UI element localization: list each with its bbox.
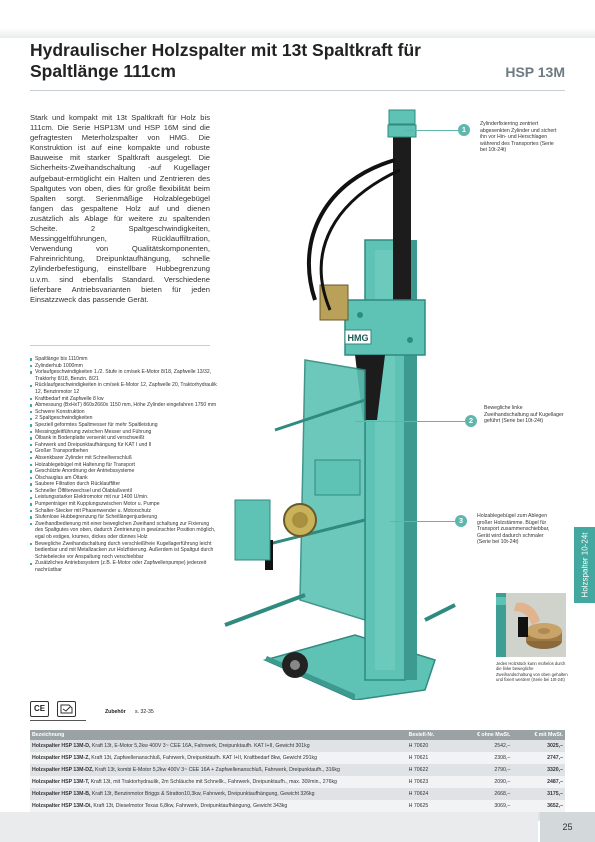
feature-item: 2 Spaltgeschwindigkeiten <box>30 415 218 422</box>
price-net-cell: 2668,– <box>460 788 513 800</box>
title-line-1: Hydraulischer Holzspalter mit 13t Spaltkraft für <box>30 40 421 60</box>
feature-item: Abmessung (BxHxT) 860x2660x 1150 mm, Höhe Zylinder eingefahren 1750 mm <box>30 402 218 409</box>
feature-item: Schwere Konstruktion <box>30 409 218 416</box>
product-name: Holzspalter HSP 13M-T, <box>32 778 90 785</box>
top-bar <box>0 0 595 38</box>
header-divider <box>30 90 565 91</box>
feature-item: Ölbank in Bodenplatte versenkt und verschweißt <box>30 435 218 442</box>
order-number-cell: H 70624 <box>407 788 460 800</box>
price-gross-cell: 3320,– <box>512 764 565 776</box>
photo-caption: Jedes Holzstück kann mühelos durch die linke bewegliche Zweihandschaltung von oben gehalten und fixiert werden! (Serie bei 10t-24t) <box>496 661 568 683</box>
model-code: HSP 13M <box>505 64 565 80</box>
order-number-cell: H 70622 <box>407 764 460 776</box>
feature-item: Stufenlose Hubbegrenzung für Scheitlängenjustierung <box>30 514 218 521</box>
product-cell <box>30 740 407 752</box>
price-net-cell: 2790,– <box>460 764 513 776</box>
feature-item: Absenkbarer Zylinder mit Schnellverschluß <box>30 455 218 462</box>
feature-item: Spaltlänge bis 1110mm <box>30 356 218 363</box>
feature-item: Messinggleitführung zwischen Messer und Führung <box>30 429 218 436</box>
price-table <box>30 730 565 821</box>
feature-item: Schneller Ölfilterwechsel und Ölablaßventil <box>30 488 218 495</box>
order-number-cell: H 70621 <box>407 752 460 764</box>
accessories-label: Zubehör <box>105 709 126 715</box>
price-gross-cell: 3175,– <box>512 788 565 800</box>
category-tab-label: Holzspalter 10-24t <box>580 532 589 598</box>
feature-item: Zweihandbedienung mit einer beweglichen Zweihand schaltung zur Fixierung des Spaltgutes von oben, dadurch Zentrierung in gewünschter Position möglich, egal ob estiges, krumes, dickes oder dünnes Holz <box>30 521 218 541</box>
feature-item: Speziell geformtes Spaltmesser für mehr Spaltleistung <box>30 422 218 429</box>
feature-item: Saubere Filtration durch Rücklauffilter <box>30 481 218 488</box>
product-desc: Kraft 13t, kombi E-Motor 5,2kw 400V 3~ CEE 16A + Zapfwellenanschluß, Fahrwerk, Dreipunktaufh., 316kg <box>93 766 340 773</box>
product-name: Holzspalter HSP 13M-D, <box>32 742 91 749</box>
product-desc: Kraft 13t, Zapfwellenanschluß, Fahrwerk, Dreipunktaufh. KAT I+II, Kraftbedarf 8kw, Gewicht 291kg <box>89 754 318 761</box>
callout-3-line <box>390 521 455 522</box>
feature-list <box>30 356 218 574</box>
price-net-cell: 2542,– <box>460 740 513 752</box>
order-number-cell: H 70620 <box>407 740 460 752</box>
table-row <box>30 764 565 776</box>
product-cell <box>30 776 407 788</box>
price-net-cell: 2090,– <box>460 776 513 788</box>
callout-1-text: Zylinderfixierring zentriert abgesenkten Zylinder und sichert ihn vor Hin- und Herschlagen während des Transportes (Serie bei 10t-24t) <box>480 121 557 154</box>
col-header-price-net: € ohne MwSt. <box>460 730 513 740</box>
callout-2-text: Bewegliche linke Zweihandschaltung auf Kugellager geführt (Serie bei 10t-24t) <box>484 405 564 425</box>
product-cell <box>30 800 407 812</box>
accessories-pages: s. 32-35 <box>135 709 154 715</box>
col-header-order-number: Bestell-Nr. <box>407 730 460 740</box>
feature-item: Rücklaufgeschwindigkeiten in cm/sek E-Motor 12, Zapfwelle 20, Traktorhydraulik 12, Benzinmotor 12 <box>30 382 218 395</box>
callout-3-number: 3 <box>455 515 467 527</box>
icon-underline <box>30 720 86 721</box>
col-header-price-gross: € mit MwSt. <box>512 730 565 740</box>
feature-item: Geschützte Anordnung der Antriebssysteme <box>30 468 218 475</box>
table-row <box>30 788 565 800</box>
order-number-cell: H 70625 <box>407 800 460 812</box>
callout-1-line <box>405 130 458 131</box>
callout-3-text: Holzablegebügel zum Ablegen großer Holzstämme. Bügel für Transport zusammenschiebbar, Gerät wird dadurch schmaler (Serie bei 10t-24t) <box>477 513 550 546</box>
feature-item: Vorlaufgeschwindigkeiten 1./2. Stufe in cm/sek E-Motor 8/18, Zapfwelle 13/32, Traktorhy 8/18, Benzin. 8/21 <box>30 369 218 382</box>
product-cell <box>30 788 407 800</box>
col-header-description: Bezeichnung <box>30 730 407 740</box>
price-gross-cell: 2747,– <box>512 752 565 764</box>
page-title <box>30 40 470 82</box>
feature-item: Pumpenträger mit Kupplungszwischen Motor u. Pumpe <box>30 501 218 508</box>
product-cell <box>30 764 407 776</box>
feature-item: Zusätzliches Antriebssystem (z.B. E-Motor oder Zapfwellenpumpe) jederzeit nachrüstbar <box>30 560 218 573</box>
feature-item: Leistungsstarker Elektromotor mit nur 1400 U/min. <box>30 494 218 501</box>
feature-item: Kraftbedarf mit Zapfwelle 8 kw <box>30 396 218 403</box>
table-header-row <box>30 730 565 740</box>
ce-mark-icon: CE <box>30 701 49 717</box>
price-gross-cell: 3652,– <box>512 800 565 812</box>
product-desc: Kraft 13t, Benzinmotor Briggs & Stratton10,3kw, Fahrwerk, Dreipunktaufhängung, Gewicht 326kg <box>90 790 315 797</box>
table-row <box>30 800 565 812</box>
product-name: Holzspalter HSP 13M-DZ, <box>32 766 94 773</box>
machine-logo: HMG <box>347 333 369 343</box>
product-name: Holzspalter HSP 13M-Z, <box>32 754 90 761</box>
callout-2-number: 2 <box>465 415 477 427</box>
page-number: 25 <box>540 812 595 842</box>
price-net-cell: 3069,– <box>460 800 513 812</box>
footer-bar <box>0 812 538 842</box>
price-net-cell: 2308,– <box>460 752 513 764</box>
price-gross-cell: 3025,– <box>512 740 565 752</box>
product-cell <box>30 752 407 764</box>
intro-text: Stark und kompakt mit 13t Spaltkraft für Holz bis 111cm. Die Serie HSP13M und HSP 16M sind die gefragtesten Meterholzspalter von HMG. Die Konstruktion ist auf eine kompakte und robuste Bauweise mit starker Spaltkraft ausgelegt. Die Sicherheits-Zweihandschaltung -auf Kugellager aufgebaut-ermöglicht ein Halten und Zentrieren des Spaltgutes von oben, dies für große flexibilität beim Spalten sorgt. Serienmäßige Holzablegebügel fangen das gespaltene Holz auf und dienen zusätzlich als Ablage für weitere zu spaltenden Scheite. 2 Spaltgeschwindigkeiten, Messinggeltführungen, Rücklauffiltration, Verwendung von Qualitätskomponenten, Fahreinrichtung, Dreipunktaufhängung, schnelle Zylinderbefestigung, einstellbare Hubbegrenzung u.v.m. sind ebenfalls Standard. Verschiedene lieferbare Antriebsvarianten bieten für jeden Einsatzzweck das passende Gerät. <box>30 113 210 304</box>
table-row <box>30 776 565 788</box>
product-desc: Kraft 13t, mit Traktorhydraulik, 2m Schläuche mit Schnellk., Fahrwerk, Dreipunktaufh., max. 30l/min., 276kg <box>89 778 337 785</box>
log-splitter-illustration <box>205 100 465 700</box>
feature-item: Ölschauglas am Öltank <box>30 475 218 482</box>
feature-item: Zylinderhub 1000mm <box>30 363 218 370</box>
title-line-2: Spaltlänge 111cm <box>30 61 176 81</box>
detail-photo <box>496 593 566 657</box>
order-number-cell: H 70623 <box>407 776 460 788</box>
product-desc: Kraft 13t, E-Motor 5,2kw 400V 3~ CEE 16A, Fahrwerk, Dreipunktaufh. KAT I+II, Gewicht 301kg <box>90 742 310 749</box>
table-row <box>30 740 565 752</box>
product-desc: Kraft 13t, Dieselmotor Texas 6,8kw, Fahrwerk, Dreipunktaufhängung, Gewicht 343kg <box>91 802 288 809</box>
callout-2-line <box>355 421 465 422</box>
feature-item: Fahrwerk und Dreipunktaufhängung für KAT I und II <box>30 442 218 449</box>
price-gross-cell: 2487,– <box>512 776 565 788</box>
feature-item: Großer Transportbehen <box>30 448 218 455</box>
callout-1-number: 1 <box>458 124 470 136</box>
category-tab[interactable] <box>574 527 595 603</box>
table-row <box>30 752 565 764</box>
feature-item: Schalter-Stecker mit Phasenwender u. Motorschutz <box>30 508 218 515</box>
document-icon <box>57 701 76 717</box>
product-name: Holzspalter HSP 13M-Di, <box>32 802 92 809</box>
intro-divider <box>30 345 210 346</box>
product-name: Holzspalter HSP 13M-B, <box>32 790 91 797</box>
feature-item: Bewegliche Zweihandschaltung durch verschleißfreie Kugellagerführung leicht bedienbar und mit Metallzacken zur Holzfixierung. Außerdem ist Spaltgut durch Schiebelecke vor Anspaltung noch verschiebbar <box>30 541 218 561</box>
feature-item: Holzablegebügel mit Halterung für Transport <box>30 462 218 469</box>
